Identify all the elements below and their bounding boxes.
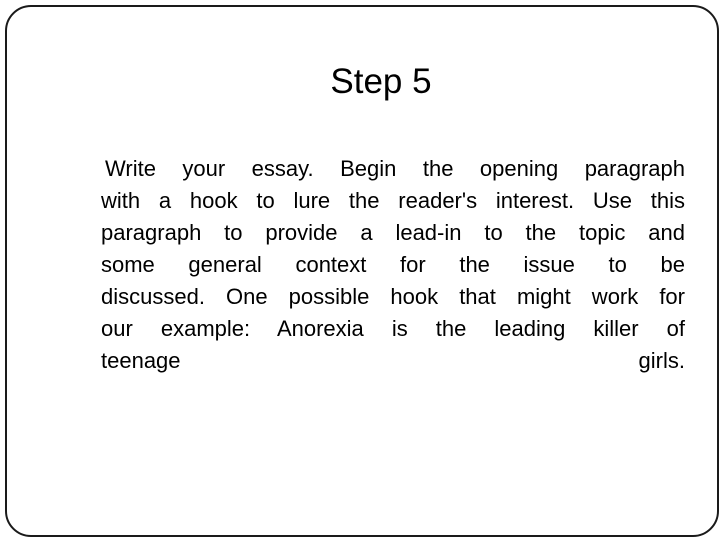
body-line: our example: Anorexia is the leading killer of [101,316,685,341]
body-line: Write your essay. Begin the opening paragraph [105,156,685,181]
body-line: discussed. One possible hook that might work for [101,284,685,309]
body-line: paragraph to provide a lead-in to the topic and [101,220,685,245]
slide-title: Step 5 [330,62,432,101]
body-line: some general context for the issue to be [101,252,685,277]
body-line: teenage girls. [101,348,685,373]
slide-body-paragraph [101,153,685,377]
body-line: with a hook to lure the reader's interest. Use this [101,188,685,213]
